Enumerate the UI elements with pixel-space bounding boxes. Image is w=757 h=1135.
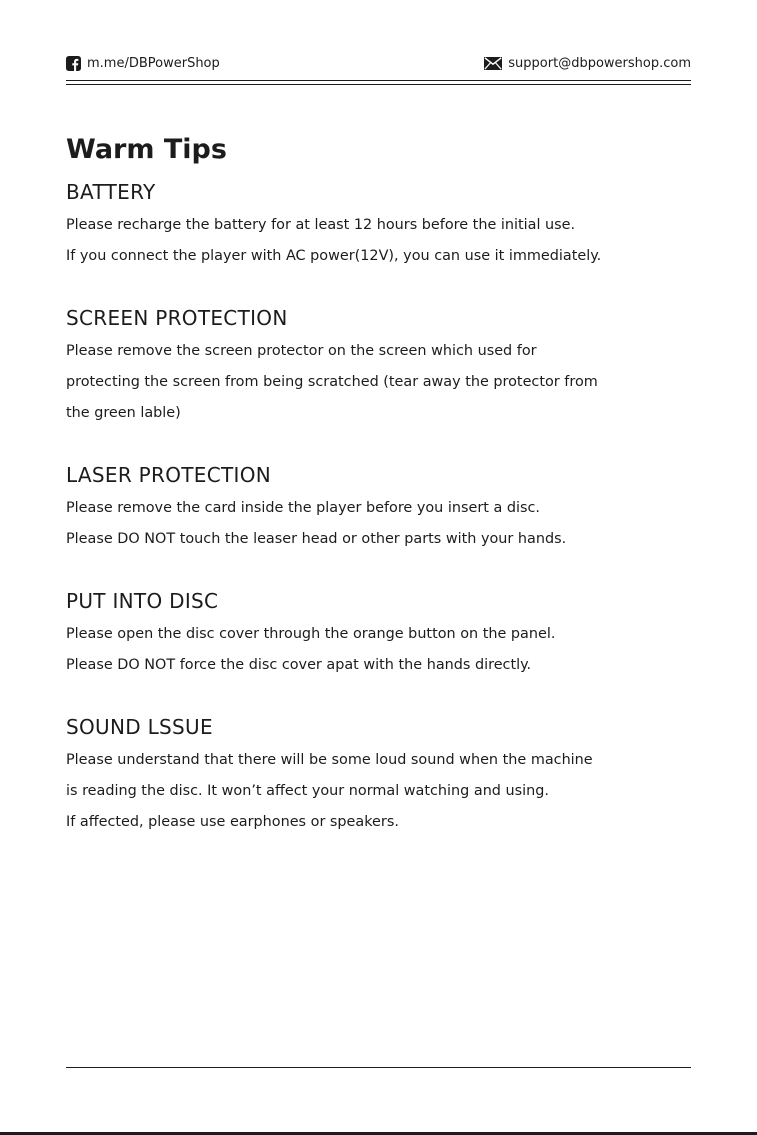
header-divider-top	[66, 80, 691, 81]
footer-divider	[66, 1067, 691, 1068]
section-text-line: Please DO NOT force the disc cover apat with the hands directly.	[66, 657, 532, 673]
mail-icon	[484, 57, 502, 70]
section-screen-protection	[66, 302, 696, 429]
section-heading: SOUND LSSUE	[66, 715, 213, 739]
section-text-line: Please open the disc cover through the orange button on the panel.	[66, 626, 556, 642]
section-text-line: Please remove the card inside the player before you insert a disc.	[66, 500, 540, 516]
section-heading: BATTERY	[66, 180, 156, 204]
section-heading: PUT INTO DISC	[66, 589, 219, 613]
section-text-line: If you connect the player with AC power(12V), you can use it immediately.	[66, 248, 602, 264]
section-heading: LASER PROTECTION	[66, 463, 272, 487]
section-sound-issue	[66, 711, 696, 838]
page-title: Warm Tips	[66, 134, 227, 165]
section-text-line: Please remove the screen protector on the screen which used for	[66, 343, 537, 359]
section-text-line: protecting the screen from being scratched (tear away the protector from	[66, 374, 598, 390]
section-text-line: Please recharge the battery for at least 12 hours before the initial use.	[66, 217, 576, 233]
section-text-line: If affected, please use earphones or speakers.	[66, 814, 399, 830]
section-battery	[66, 176, 696, 272]
facebook-link-text[interactable]: m.me/DBPowerShop	[87, 55, 220, 71]
facebook-contact[interactable]	[66, 56, 220, 71]
section-text-line: is reading the disc. It won’t affect your normal watching and using.	[66, 783, 549, 799]
section-text-line: the green lable)	[66, 405, 181, 421]
email-link-text[interactable]: support@dbpowershop.com	[508, 55, 691, 71]
section-laser-protection	[66, 459, 696, 555]
email-contact[interactable]	[484, 56, 691, 71]
page-header	[66, 51, 691, 75]
tips-content	[66, 128, 696, 838]
section-put-into-disc	[66, 585, 696, 681]
section-heading: SCREEN PROTECTION	[66, 306, 288, 330]
section-text-line: Please DO NOT touch the leaser head or other parts with your hands.	[66, 531, 567, 547]
facebook-icon	[66, 56, 81, 71]
header-divider-bottom	[66, 84, 691, 85]
section-text-line: Please understand that there will be some loud sound when the machine	[66, 752, 593, 768]
